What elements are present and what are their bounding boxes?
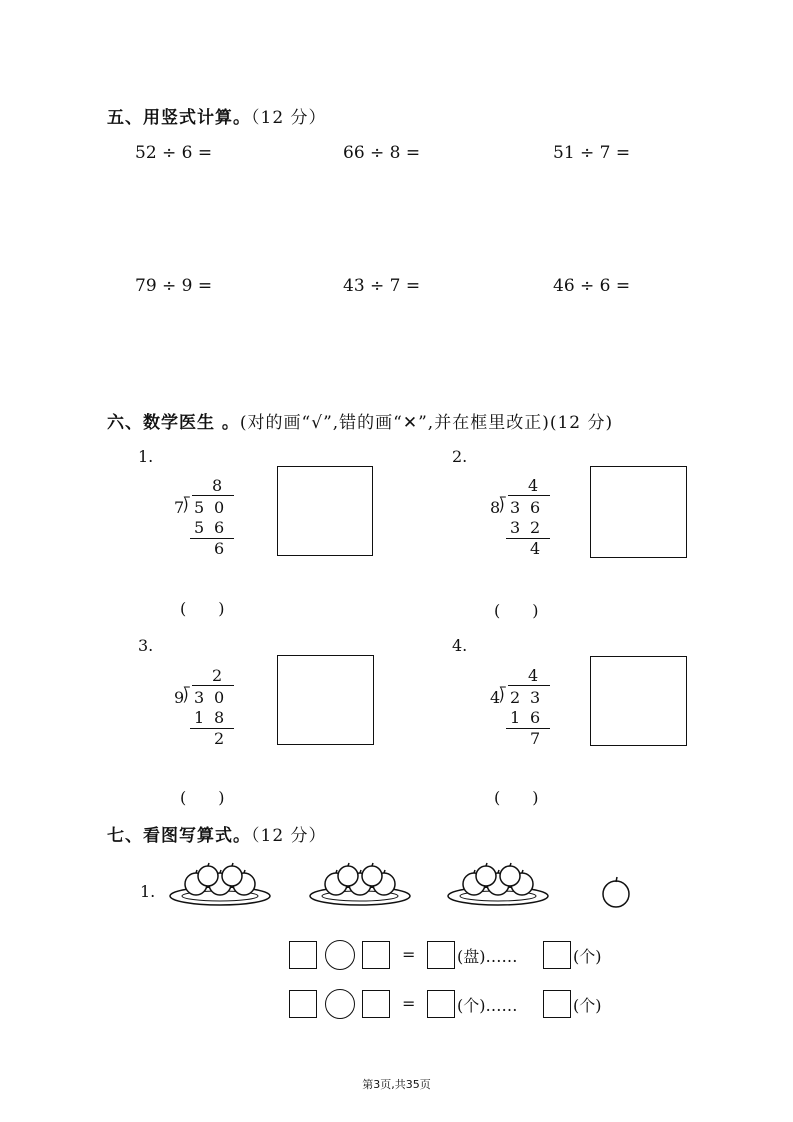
row2-blank-1[interactable] [289,990,317,1018]
row1-blank-4[interactable] [543,941,571,969]
item-2-correction-box[interactable] [590,466,687,558]
item-3-answer[interactable]: ( ) [180,788,225,807]
apple-plate-icon [308,862,412,912]
row1-blank-1[interactable] [289,941,317,969]
product-tens: 1 [194,708,205,727]
quotient: 4 [528,476,539,495]
product-tens: 5 [194,518,205,537]
problem-2: 66 ÷ 8 = [343,143,421,163]
section5-heading [107,103,327,128]
item-1-answer[interactable]: ( ) [180,599,225,618]
item-1-long-division [170,476,260,576]
item-2-number: 2. [452,447,468,466]
divisor: 4 [490,688,501,707]
item-2-answer[interactable]: ( ) [494,601,539,620]
divisor: 7 [174,498,185,517]
apple-plate-icon [168,862,272,912]
single-apple-icon [600,875,632,909]
row1-unit-piece: (个) [573,947,602,966]
row2-blank-4[interactable] [543,990,571,1018]
dividend-ones: 0 [214,498,225,517]
remainder: 2 [214,729,225,748]
problem-4: 79 ÷ 9 = [135,276,213,296]
item-1-number: 1. [138,447,154,466]
division-bracket: ⟌ [499,497,506,517]
row2-blank-3[interactable] [427,990,455,1018]
item-4-answer[interactable]: ( ) [494,788,539,807]
item-3-correction-box[interactable] [277,655,374,745]
section6-title: 六、数学医生 。 [107,413,240,433]
page-footer: 第3页,共35页 [362,1078,431,1091]
division-bracket: ⟌ [499,687,506,707]
row2-unit-piece-1: (个)…… [457,996,518,1015]
apple-plate-icon [446,862,550,912]
product-ones: 8 [214,708,225,727]
item-2-long-division [486,476,576,576]
dividend-tens: 3 [194,688,205,707]
remainder: 6 [214,539,225,558]
section5-title: 五、用竖式计算。 [107,108,251,128]
row2-operator-circle[interactable] [325,989,355,1019]
row1-blank-2[interactable] [362,941,390,969]
problem-5: 43 ÷ 7 = [343,276,421,296]
divisor: 8 [490,498,501,517]
problem-1: 52 ÷ 6 = [135,143,213,163]
dividend-ones: 0 [214,688,225,707]
dividend-ones: 3 [530,688,541,707]
quotient: 8 [212,476,223,495]
product-ones: 2 [530,518,541,537]
product-tens: 3 [510,518,521,537]
division-bracket: ⟌ [183,687,190,707]
product-ones: 6 [530,708,541,727]
row2-unit-piece-2: (个) [573,996,602,1015]
row1-operator-circle[interactable] [325,940,355,970]
product-ones: 6 [214,518,225,537]
row1-unit-plate: (盘)…… [457,947,518,966]
row1-blank-3[interactable] [427,941,455,969]
divisor: 9 [174,688,185,707]
remainder: 7 [530,729,541,748]
item-4-long-division [486,666,576,766]
row1-equals: = [402,945,416,964]
item-4-correction-box[interactable] [590,656,687,746]
dividend-ones: 6 [530,498,541,517]
division-bracket: ⟌ [183,497,190,517]
product-tens: 1 [510,708,521,727]
item-4-number: 4. [452,636,468,655]
section7-title: 七、看图写算式。 [107,826,251,846]
item-1-correction-box[interactable] [277,466,373,556]
dividend-tens: 3 [510,498,521,517]
section7-heading [107,821,327,846]
section6-score: (12 分) [549,413,614,433]
problem-6: 46 ÷ 6 = [553,276,631,296]
problem-3: 51 ÷ 7 = [553,143,631,163]
row2-equals: = [402,994,416,1013]
dividend-tens: 2 [510,688,521,707]
section6-instruction: (对的画“√”,错的画“✕”,并在框里改正) [239,413,550,433]
section7-item-number: 1. [140,882,156,901]
section5-score: （12 分） [251,108,327,128]
section6-heading [107,408,613,433]
remainder: 4 [530,539,541,558]
item-3-number: 3. [138,636,154,655]
quotient: 2 [212,666,223,685]
row2-blank-2[interactable] [362,990,390,1018]
quotient: 4 [528,666,539,685]
item-3-long-division [170,666,260,766]
section7-score: （12 分） [251,826,327,846]
dividend-tens: 5 [194,498,205,517]
